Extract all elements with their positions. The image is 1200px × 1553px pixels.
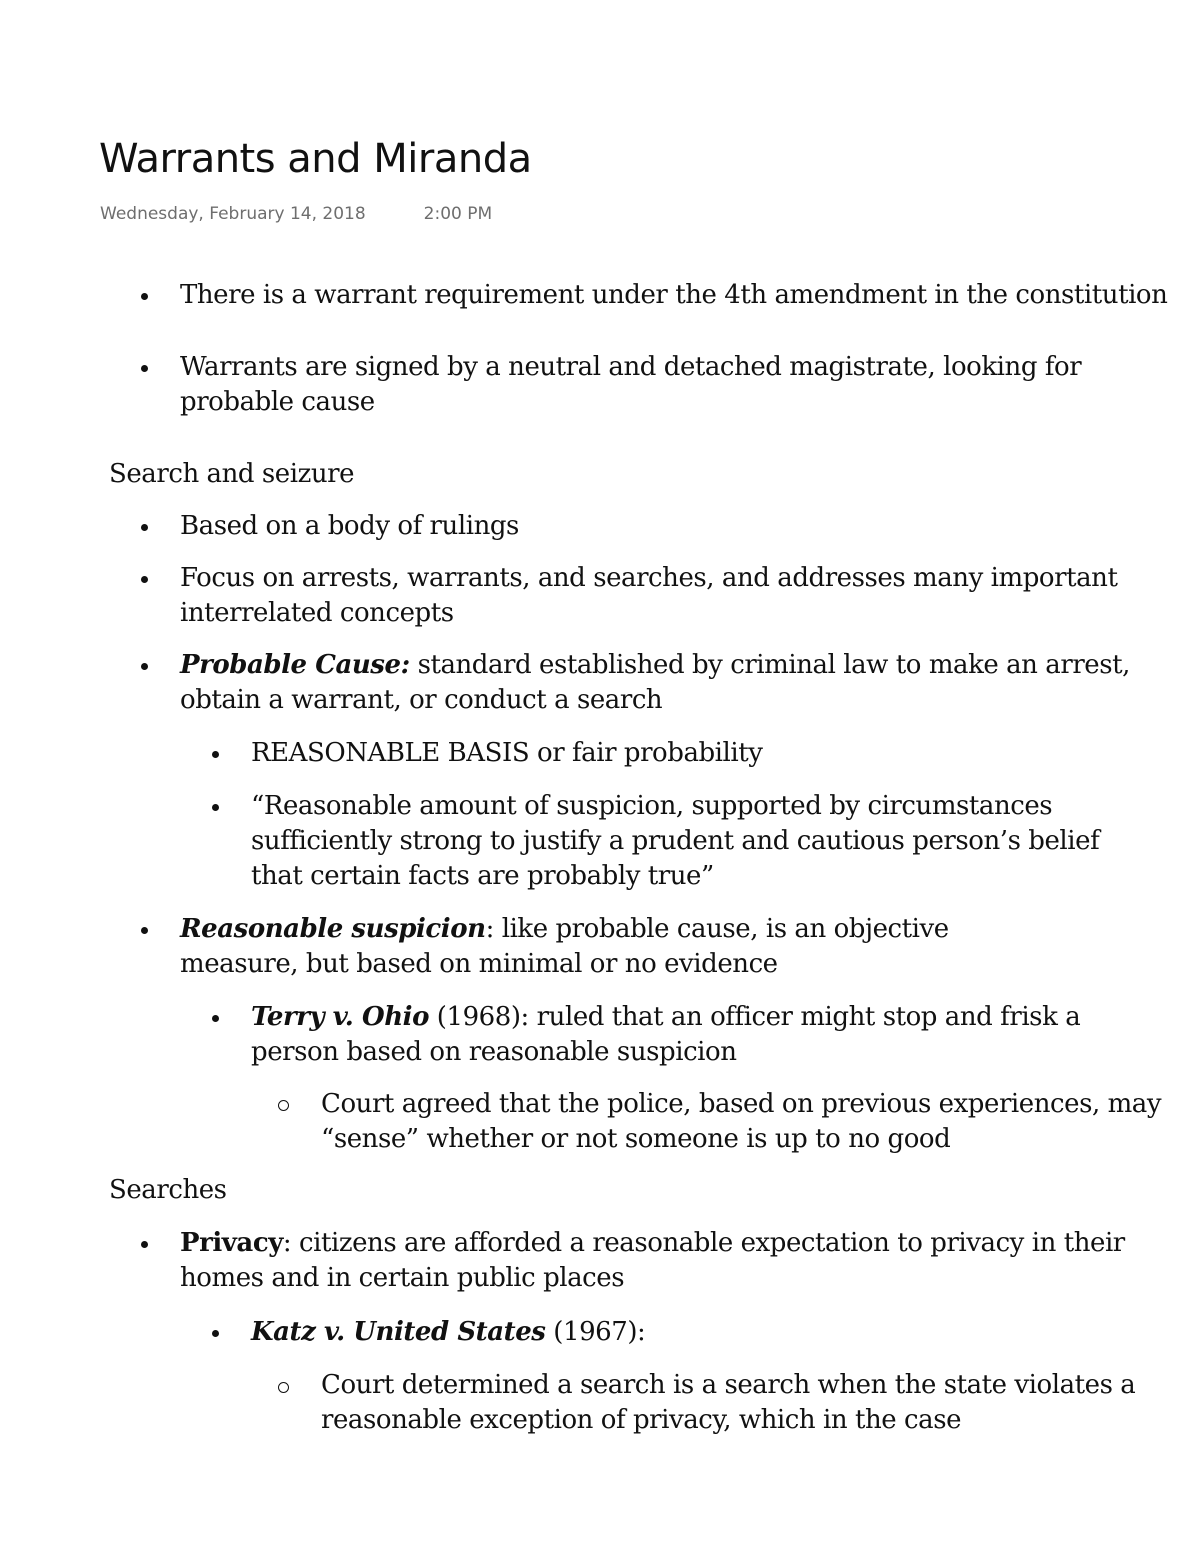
case-detail-katz: (1967): (545, 1317, 646, 1347)
definition-reasonable-suspicion: : like probable cause, is an objective measure, but based on minimal or no evidence (180, 914, 949, 979)
term-privacy: Privacy (180, 1228, 283, 1258)
bullet-icon (141, 524, 148, 531)
list-item-terry-v-ohio (251, 1000, 1171, 1070)
list-item-warrants-signed: Warrants are signed by a neutral and detached magistrate, looking for probable cause (180, 352, 1082, 417)
bullet-icon (212, 751, 219, 758)
list-item-katz (251, 1315, 1171, 1350)
list-item-court-agreed: Court agreed that the police, based on previous experiences, may “sense” whether or not someone is up to no good (321, 1089, 1162, 1154)
term-probable-cause: Probable Cause: (180, 650, 410, 680)
circle-bullet-icon (278, 1100, 289, 1111)
section-heading-search-seizure: Search and seizure (109, 459, 355, 489)
bullet-icon (141, 927, 148, 934)
bullet-icon (141, 1241, 148, 1248)
definition-probable-cause: standard established by criminal law to make an arrest, obtain a warrant, or conduct a search (180, 650, 1130, 715)
case-detail-terry: (1968): ruled that an officer might stop and frisk a person based on reasonable suspicion (251, 1002, 1081, 1067)
definition-privacy: : citizens are afforded a reasonable expectation to privacy in their homes and in certain public places (180, 1228, 1125, 1293)
bullet-icon (141, 365, 148, 372)
bullet-icon (141, 663, 148, 670)
list-item-reasonable-basis: REASONABLE BASIS or fair probability (251, 738, 763, 768)
case-name-terry: Terry v. Ohio (251, 1002, 429, 1032)
list-item-focus: Focus on arrests, warrants, and searches, and addresses many important interrelated concepts (180, 563, 1118, 628)
section-heading-searches: Searches (109, 1175, 227, 1205)
bullet-icon (141, 576, 148, 583)
list-item-court-determined: Court determined a search is a search when the state violates a reasonable exception of privacy, which in the case (321, 1370, 1136, 1435)
list-item-quote-suspicion: “Reasonable amount of suspicion, supported by circumstances sufficiently strong to justify a prudent and cautious person’s belief that certain facts are probably true” (251, 791, 1100, 891)
bullet-icon (212, 1015, 219, 1022)
term-reasonable-suspicion: Reasonable suspicion (180, 914, 486, 944)
list-item-privacy (180, 1226, 1170, 1296)
case-name-katz: Katz v. United States (251, 1317, 546, 1347)
note-date: Wednesday, February 14, 2018 (100, 204, 366, 224)
bullet-icon (212, 804, 219, 811)
list-item-body-of-rulings: Based on a body of rulings (180, 511, 519, 541)
note-timestamp (100, 202, 492, 226)
note-time: 2:00 PM (423, 204, 493, 224)
bullet-icon (212, 1330, 219, 1337)
circle-bullet-icon (278, 1382, 289, 1393)
list-item-probable-cause (180, 648, 1170, 718)
page-title: Warrants and Miranda (99, 136, 532, 182)
list-item-reasonable-suspicion (180, 912, 1050, 982)
bullet-icon (141, 293, 148, 300)
list-item-warrant-requirement: There is a warrant requirement under the 4th amendment in the constitution (180, 280, 1168, 310)
